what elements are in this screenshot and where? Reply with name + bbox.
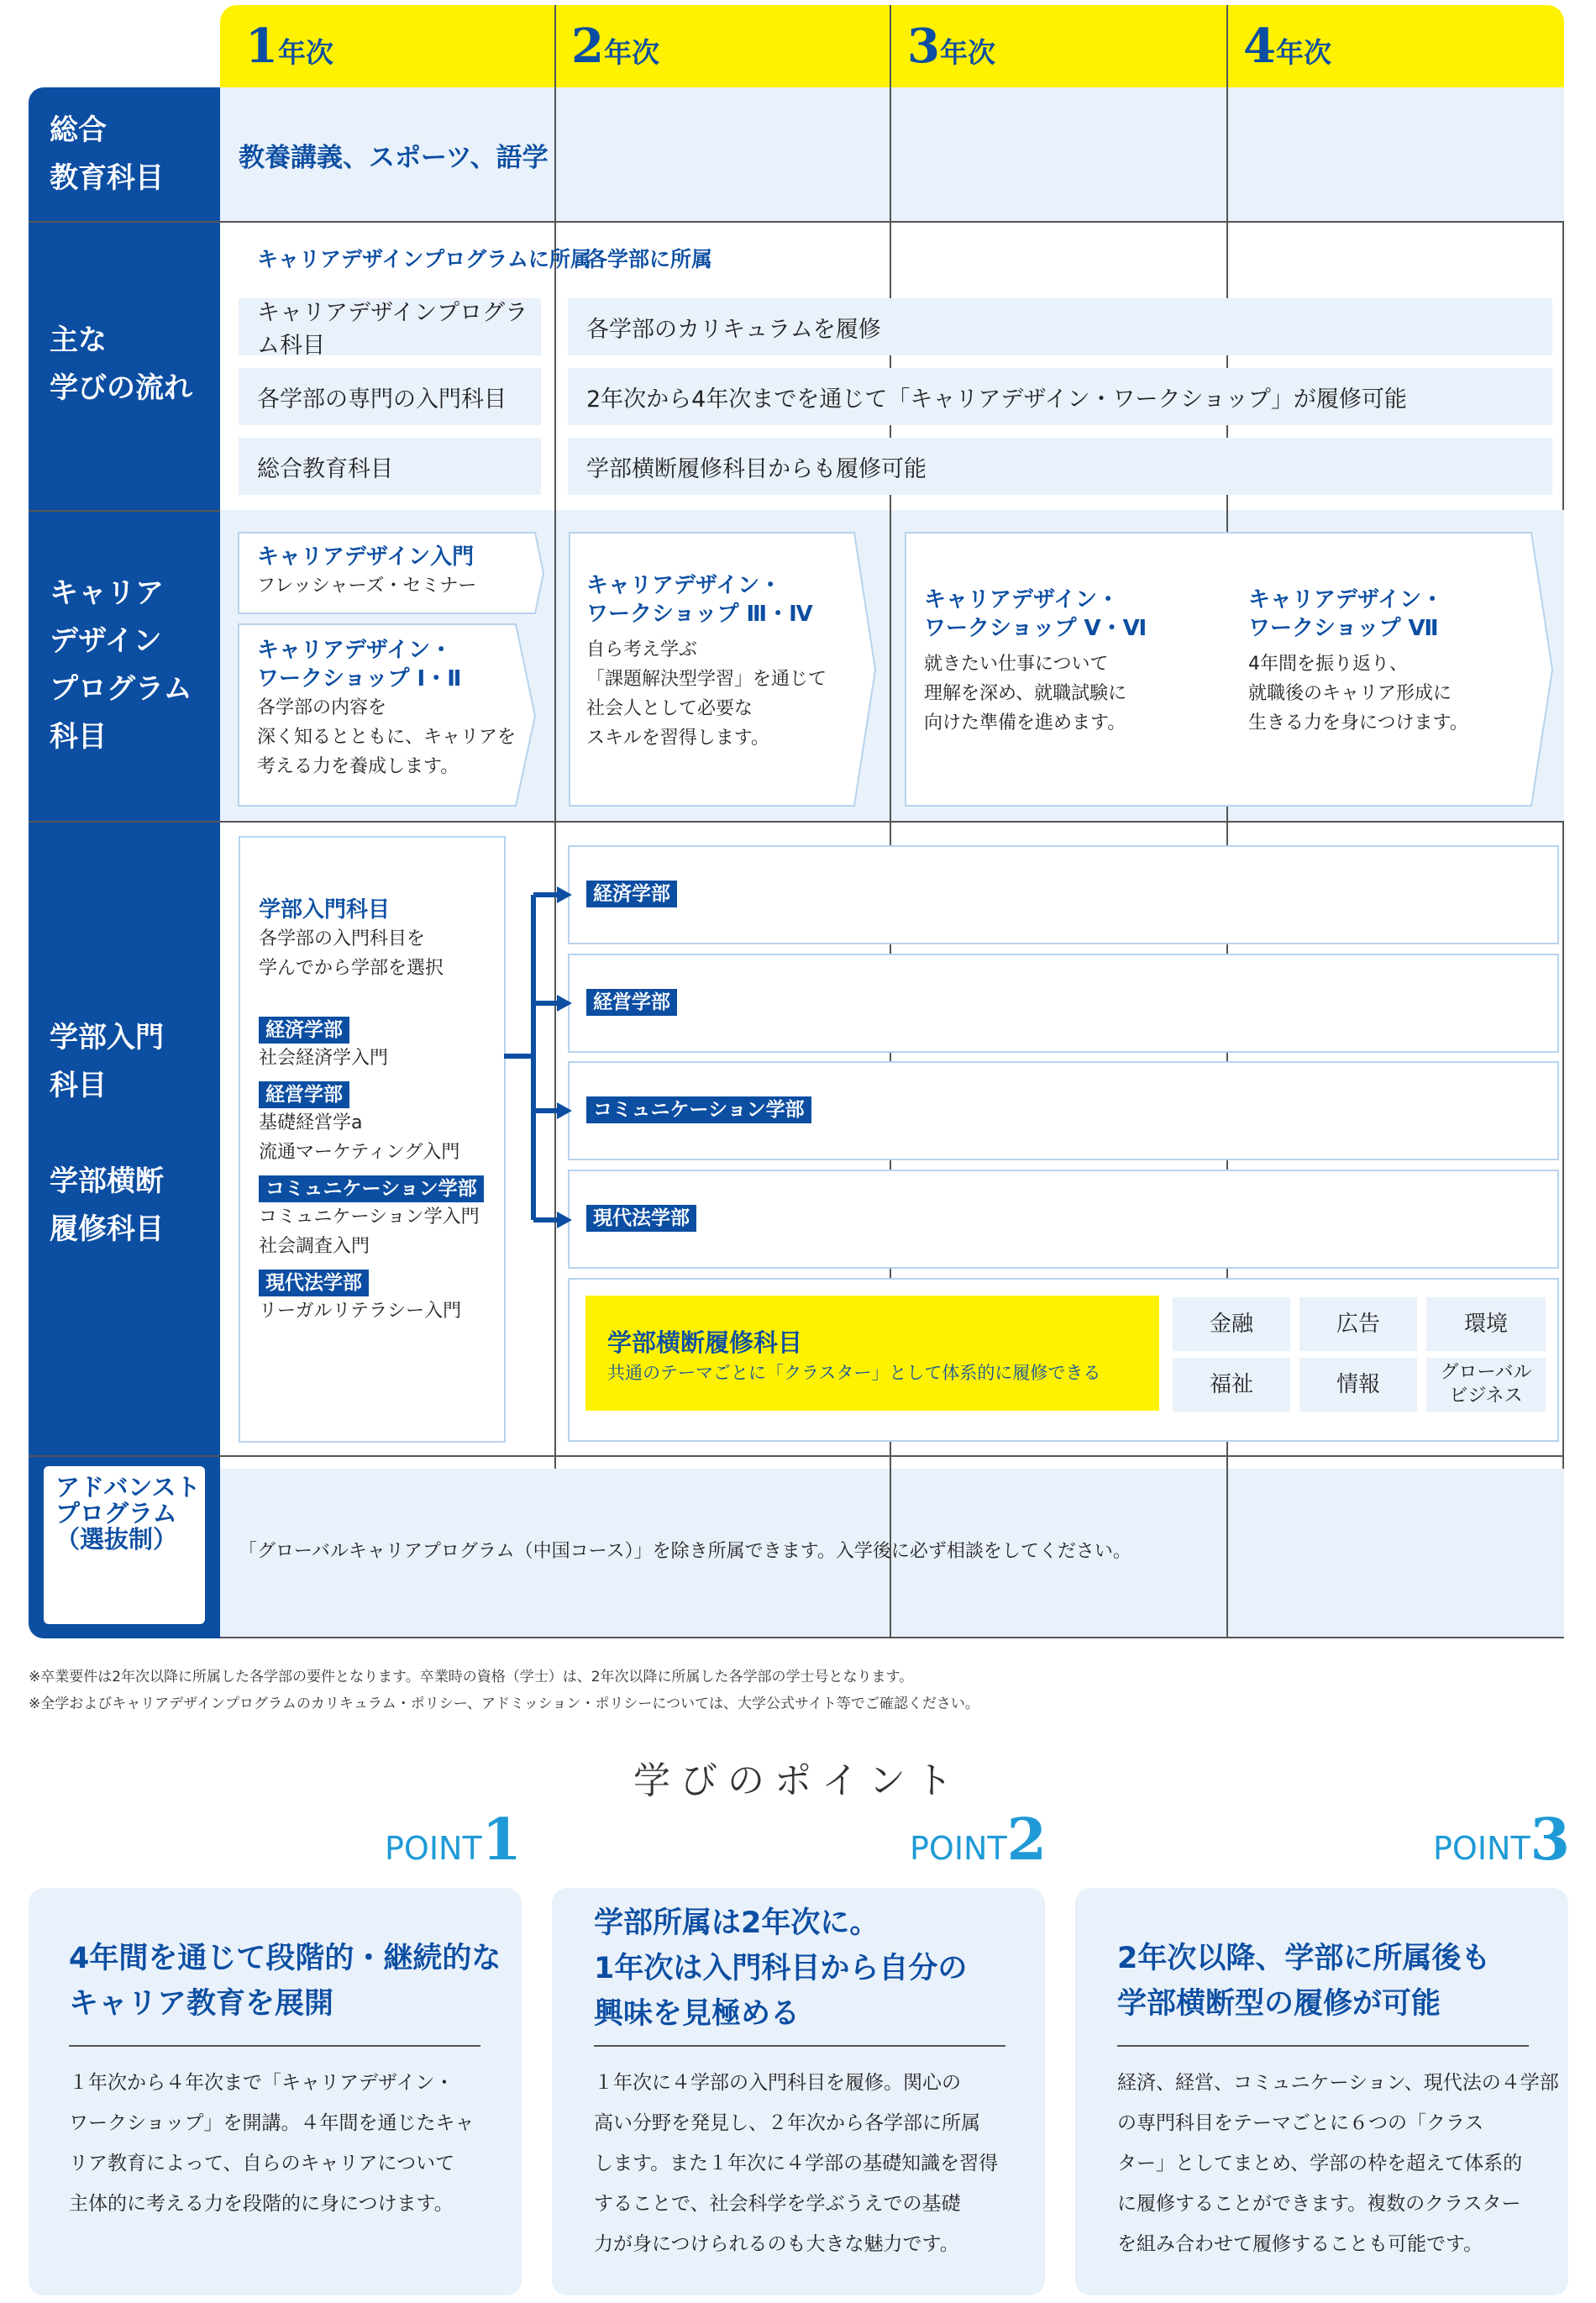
year-1-label: 1年次 — [245, 18, 333, 74]
row2-col2-header: 各学部に所属 — [586, 247, 713, 271]
row2-col2-item: 学部横断履修科目からも履修可能 — [568, 438, 1552, 495]
row2-col1-item: 各学部の専門の入門科目 — [239, 368, 541, 425]
point-1-label: POINT1 — [385, 1806, 522, 1874]
workshop-7-box: キャリアデザイン・ ワークショップ Ⅶ 4年間を振り返り、 就職後のキャリア形成に 生きる力を身につけます。 — [1248, 587, 1468, 733]
row1-label: 総合 教育科目 — [50, 113, 164, 195]
cluster-global-business: グローバル ビジネス — [1426, 1358, 1546, 1412]
grid-line — [554, 87, 556, 221]
cross-faculty-title: 学部横断履修科目 — [607, 1328, 803, 1357]
year-4-label: 4年次 — [1243, 18, 1331, 74]
year-3-label: 3年次 — [907, 18, 995, 74]
point-2-label: POINT2 — [910, 1806, 1047, 1874]
grid-line — [1226, 5, 1228, 87]
cluster-environment: 環境 — [1426, 1297, 1546, 1351]
faculty-row — [568, 845, 1559, 944]
year-header — [220, 5, 1564, 87]
point-card-2-body: １年次に４学部の入門科目を履修。関心の 高い分野を発見し、２年次から各学部に所属 します。また１年次に４学部の基礎知識を習得 することで、社会科学を学ぶうえでの基礎 力が身につけられるのも大きな魅力です。 — [594, 2072, 999, 2255]
cluster-information: 情報 — [1299, 1358, 1417, 1412]
branch-arrows — [500, 874, 575, 1235]
faculty-label-law: 現代法学部 — [586, 1205, 696, 1232]
row3-label: キャリア デザイン プログラム 科目 — [50, 576, 192, 754]
point-card-1-title: 4年間を通じて段階的・継続的な キャリア教育を展開 — [69, 1942, 501, 2021]
workshop-3-4-box: キャリアデザイン・ ワークショップ Ⅲ・Ⅳ 自ら考え学ぶ 「課題解決型学習」を通じて 社会人として必要な スキルを習得します。 — [586, 573, 827, 749]
grid-line — [1226, 1469, 1228, 1637]
row4-label: 学部入門 科目 学部横断 履修科目 — [50, 1021, 164, 1246]
faculty-badge: 経済学部 — [259, 1017, 349, 1044]
point-card-1-body: １年次から４年次まで「キャリアデザイン・ ワークショップ」を開講。４年間を通じたキャ リア教育によって、自らのキャリアについて 主体的に考える力を段階的に身につけます。 — [69, 2072, 475, 2215]
row2-col2-item: 2年次から4年次までを通じて「キャリアデザイン・ワークショップ」が履修可能 — [568, 368, 1552, 425]
faculty-row — [568, 954, 1559, 1053]
faculty-label-economics: 経済学部 — [586, 881, 677, 907]
row2-label: 主な 学びの流れ — [50, 323, 192, 405]
workshop-5-6-box: キャリアデザイン・ ワークショップ Ⅴ・Ⅵ 就きたい仕事について 理解を深め、就職試験に 向けた準備を進めます。 — [924, 587, 1147, 733]
grid-line — [890, 5, 891, 87]
intro-course-body: フレッシャーズ・セミナー — [257, 576, 477, 597]
row1-content: 教養講義、スポーツ、語学 — [239, 143, 549, 173]
row-divider — [29, 221, 1564, 223]
advanced-label-box: アドバンスト プログラム （選抜制） — [44, 1466, 205, 1624]
row2-col1-item: 総合教育科目 — [239, 438, 541, 495]
point-card-3-body: 経済、経営、コミュニケーション、現代法の４学部 の専門科目をテーマごとに６つの「クラス ター」としてまとめ、学部の枠を超えて体系的 に履修することができます。複数のクラスター を組み合わせて履修することも可能です。 — [1117, 2072, 1559, 2255]
row2-col2-item: 各学部のカリキュラムを履修 — [568, 298, 1552, 355]
grid-line — [1226, 87, 1228, 221]
cluster-welfare: 福祉 — [1173, 1358, 1290, 1412]
cross-faculty-box — [585, 1296, 1159, 1411]
point-card-3-title: 2年次以降、学部に所属後も 学部横断型の履修が可能 — [1117, 1942, 1491, 2021]
intro-subjects-list: 学部入門科目 各学部の入門科目を 学んでから学部を選択 経済学部 社会経済学入門 経営学部 基礎経営学a 流通マーケティング入門 コミュニケーション学部 コミュニケーション学入門 社会調査入門 現代法学部 リーガルリテラシー入門 — [259, 896, 484, 1326]
row2-col1-header: キャリアデザインプログラムに所属 — [257, 247, 592, 271]
footnotes: ※卒業要件は2年次以降に所属した各学部の要件となります。卒業時の資格（学士）は、2年次以降に所属した各学部の学士号となります。 ※全学およびキャリアデザインプログラムのカリキュラム・ポリシー、アドミッション・ポリシーについては、大学公式サイト等でご確認ください。 — [29, 1669, 979, 1712]
grid-line — [554, 87, 556, 1638]
workshop-1-2-box: キャリアデザイン・ ワークショップ Ⅰ・Ⅱ 各学部の内容を 深く知るとともに、キャリアを 考える力を養成します。 — [257, 638, 517, 777]
divider — [594, 2045, 1005, 2047]
intro-course-title: キャリアデザイン入門 — [257, 544, 475, 570]
faculty-row — [568, 1170, 1559, 1269]
faculty-label-communication: コミュニケーション学部 — [586, 1096, 811, 1123]
faculty-badge: 経営学部 — [259, 1081, 349, 1108]
divider — [69, 2045, 480, 2047]
faculty-label-management: 経営学部 — [586, 989, 677, 1016]
divider — [1117, 2045, 1529, 2047]
row5-content: 「グローバルキャリアプログラム（中国コース）」を除き所属できます。入学後に必ず相談をしてください。 — [239, 1541, 1131, 1562]
year-2-label: 2年次 — [571, 18, 659, 74]
grid-line — [890, 87, 891, 221]
cluster-finance: 金融 — [1173, 1297, 1290, 1351]
point-3-label: POINT3 — [1433, 1806, 1570, 1874]
faculty-badge: コミュニケーション学部 — [259, 1175, 484, 1202]
point-card-2-title: 学部所属は2年次に。 1年次は入門科目から自分の 興味を見極める — [594, 1906, 968, 2031]
cross-faculty-body: 共通のテーマごとに「クラスター」として体系的に履修できる — [607, 1363, 1101, 1383]
grid-line — [554, 5, 556, 87]
row-divider — [29, 821, 1564, 823]
row-divider — [29, 1455, 1564, 1457]
points-heading: 学びのポイント — [633, 1759, 963, 1802]
faculty-badge: 現代法学部 — [259, 1270, 369, 1296]
row2-col1-item: キャリアデザインプログラム科目 — [239, 298, 541, 355]
cluster-advertising: 広告 — [1299, 1297, 1417, 1351]
intro-course-box — [257, 543, 476, 601]
